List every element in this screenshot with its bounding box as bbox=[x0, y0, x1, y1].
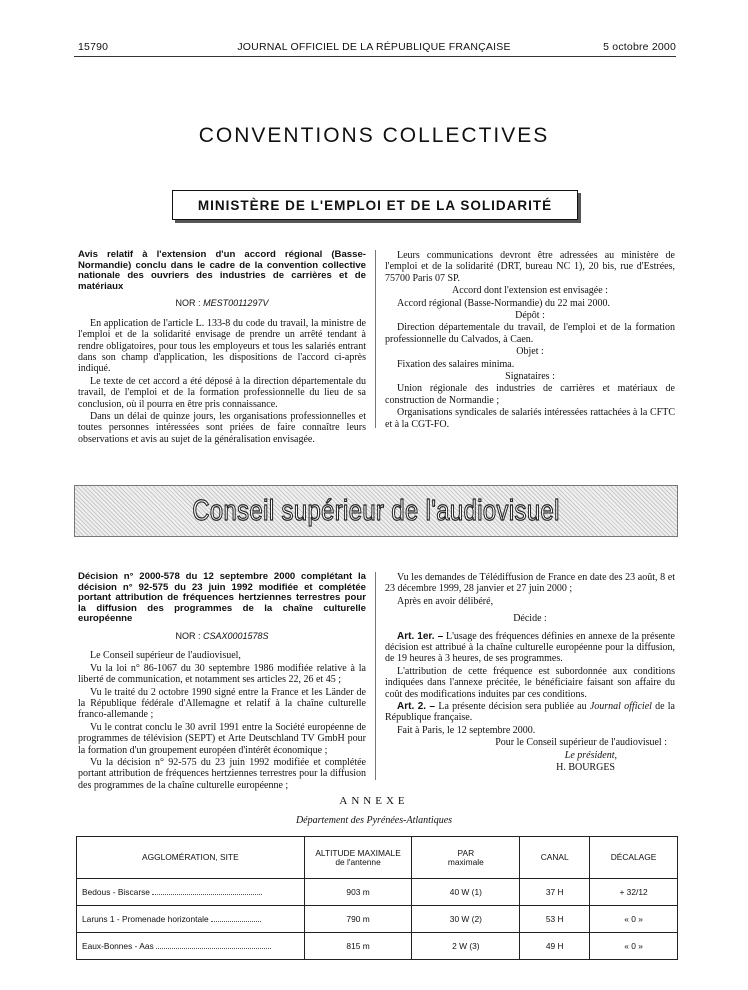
banner-title: Conseil supérieur de l'audiovisuel bbox=[192, 494, 560, 527]
decalage-cell: + 32/12 bbox=[590, 879, 678, 906]
ministry-box bbox=[172, 190, 578, 220]
site-cell: Laruns 1 - Promenade horizontale bbox=[77, 906, 305, 933]
column-divider bbox=[375, 250, 376, 428]
avis-label: Objet : bbox=[516, 346, 544, 358]
avis-label: Dépôt : bbox=[515, 310, 545, 322]
site-cell: Bedous - Biscarse bbox=[77, 879, 305, 906]
avis-right-column bbox=[385, 250, 675, 431]
par-cell: 40 W (1) bbox=[412, 879, 520, 906]
decision-right-column bbox=[385, 572, 675, 775]
decision-done: Fait à Paris, le 12 septembre 2000. bbox=[397, 724, 536, 736]
column-header: AGGLOMÉRATION, SITE bbox=[77, 837, 305, 879]
avis-paragraph: Organisations syndicales de salariés intéressées rattachées à la CFTC et à la CGT-FO. bbox=[385, 407, 675, 430]
decision-nor: NOR : CSAX0001578S bbox=[175, 630, 269, 641]
section-title: CONVENTIONS COLLECTIVES bbox=[198, 124, 550, 147]
avis-paragraph: Leurs communications devront être adressées au ministère de l'emploi et de la solidarité (DRT, bureau NC 1), 20 bis, rue d'Estrées, 75700 Paris 07 SP. bbox=[385, 250, 675, 284]
signature-name: H. BOURGES bbox=[556, 762, 615, 774]
table-row bbox=[77, 906, 678, 933]
signature-title: Le président, bbox=[564, 749, 617, 761]
column-header: CANAL bbox=[520, 837, 590, 879]
decision-article-2: Art. 2. – La présente décision sera publiée au Journal officiel de la République française. bbox=[385, 701, 675, 724]
canal-cell: 37 H bbox=[520, 879, 590, 906]
avis-label: Signataires : bbox=[505, 371, 555, 383]
avis-paragraph: Accord régional (Basse-Normandie) du 22 mai 2000. bbox=[397, 297, 610, 309]
table-header-row bbox=[77, 837, 678, 879]
avis-left-column bbox=[78, 250, 366, 446]
avis-paragraph: Dans un délai de quinze jours, les organisations professionnelles et toutes personnes intéressées sont priées de faire connaître leurs observations et avis au sujet de la généralisation envisagée. bbox=[78, 411, 366, 445]
decision-paragraph: Vu les demandes de Télédiffusion de France en date des 23 août, 8 et 23 décembre 1999, 28 janvier et 27 juin 2000 ; bbox=[385, 572, 675, 595]
journal-title: JOURNAL OFFICIEL DE LA RÉPUBLIQUE FRANÇAISE bbox=[237, 41, 511, 53]
header-rule bbox=[74, 56, 676, 57]
decision-article-1: Art. 1er. – L'usage des fréquences définies en annexe de la présente décision est attribué à la chaîne culturelle européenne pour la diffusion, de 19 heures à 3 heures, de ses programmes. bbox=[385, 630, 675, 665]
canal-cell: 49 H bbox=[520, 933, 590, 960]
decision-decide: Décide : bbox=[513, 613, 547, 625]
par-cell: 2 W (3) bbox=[412, 933, 520, 960]
decision-left-column bbox=[78, 572, 366, 792]
decision-paragraph: Après en avoir délibéré, bbox=[397, 595, 494, 607]
annexe-title: ANNEXE bbox=[339, 795, 409, 807]
site-cell: Eaux-Bonnes - Aas bbox=[77, 933, 305, 960]
table-row bbox=[77, 933, 678, 960]
ministry-name: MINISTÈRE DE L'EMPLOI ET DE LA SOLIDARITÉ bbox=[197, 197, 553, 213]
column-header: ALTITUDE MAXIMALE de l'antenne bbox=[304, 837, 412, 879]
annexe-table bbox=[76, 836, 678, 960]
decision-paragraph: Vu la loi n° 86-1067 du 30 septembre 1986 modifiée relative à la liberté de communication, et notamment ses articles 22, 26 et 45 ; bbox=[78, 662, 366, 686]
decision-paragraph: Le Conseil supérieur de l'audiovisuel, bbox=[90, 650, 241, 662]
issue-date: 5 octobre 2000 bbox=[603, 41, 676, 53]
column-divider bbox=[375, 572, 376, 780]
par-cell: 30 W (2) bbox=[412, 906, 520, 933]
altitude-cell: 815 m bbox=[304, 933, 412, 960]
decalage-cell: « 0 » bbox=[590, 933, 678, 960]
avis-paragraph: Le texte de cet accord a été déposé à la direction départementale du travail, de l'emploi et de la formation professionnelle du lieu de sa conclusion, où il pourra en être pris connaissance. bbox=[78, 375, 366, 410]
altitude-cell: 903 m bbox=[304, 879, 412, 906]
avis-title: Avis relatif à l'extension d'un accord régional (Basse-Normandie) conclu dans le cadre de la convention collective nationale des ouvriers des industries de carrières et de matériaux bbox=[78, 249, 366, 292]
avis-paragraph: En application de l'article L. 133-8 du code du travail, la ministre de l'emploi et de la solidarité envisage de prendre un arrêté tendant à rendre obligatoires, pour tous les employeurs et tous les salariés entrant dans son champ d'application, les dispositions de l'accord ci-après indiqué. bbox=[78, 317, 366, 375]
avis-paragraph: Direction départementale du travail, de l'emploi et de la formation professionnelle du Calvados, à Caen. bbox=[385, 322, 675, 345]
avis-paragraph: Union régionale des industries de carrières et matériaux de construction de Normandie ; bbox=[385, 383, 675, 406]
table-row bbox=[77, 879, 678, 906]
decision-paragraph: Vu le traité du 2 octobre 1990 signé entre la France et les Länder de la République fédérale d'Allemagne et relatif à la chaîne culturelle franco-allemande ; bbox=[78, 686, 366, 721]
page-number: 15790 bbox=[78, 41, 109, 53]
decision-title: Décision n° 2000-578 du 12 septembre 2000 complétant la décision n° 92-575 du 23 juin 1992 modifiée et complétée portant attribution de fréquences hertziennes terrestres pour la diffusion des programmes de la chaîne culturelle européenne bbox=[78, 571, 366, 625]
avis-paragraph: Fixation des salaires minima. bbox=[397, 358, 515, 370]
altitude-cell: 790 m bbox=[304, 906, 412, 933]
decision-paragraph: Vu le contrat conclu le 30 avril 1991 entre la Société européenne de programmes de télévision (SEPT) et Arte Deutschland TV GmbH pour la formation d'un groupement européen d'intérêt économique ; bbox=[78, 721, 366, 756]
annexe-subtitle: Département des Pyrénées-Atlantiques bbox=[295, 815, 453, 826]
decision-paragraph: L'attribution de cette fréquence est subordonnée aux conditions indiquées dans l'annexe précitée, le bénéficiaire faisant son affaire du coût des modifications induites par ces conditions. bbox=[385, 665, 675, 700]
decalage-cell: « 0 » bbox=[590, 906, 678, 933]
decision-paragraph: Vu la décision n° 92-575 du 23 juin 1992 modifiée et complétée portant attribution de fréquences hertziennes terrestres pour la diffusion des programmes de la chaîne culturelle européenne ; bbox=[78, 757, 366, 791]
csa-banner bbox=[74, 485, 678, 537]
avis-nor: NOR : MESТ0011297V bbox=[175, 298, 269, 309]
avis-label: Accord dont l'extension est envisagée : bbox=[452, 285, 608, 297]
column-header: PAR maximale bbox=[412, 837, 520, 879]
decision-nor-code: CSAX0001578S bbox=[202, 630, 269, 641]
column-header: DÉCALAGE bbox=[590, 837, 678, 879]
signature-line: Pour le Conseil supérieur de l'audiovisuel : bbox=[495, 737, 667, 749]
canal-cell: 53 H bbox=[520, 906, 590, 933]
avis-nor-code: MESТ0011297V bbox=[203, 298, 269, 309]
